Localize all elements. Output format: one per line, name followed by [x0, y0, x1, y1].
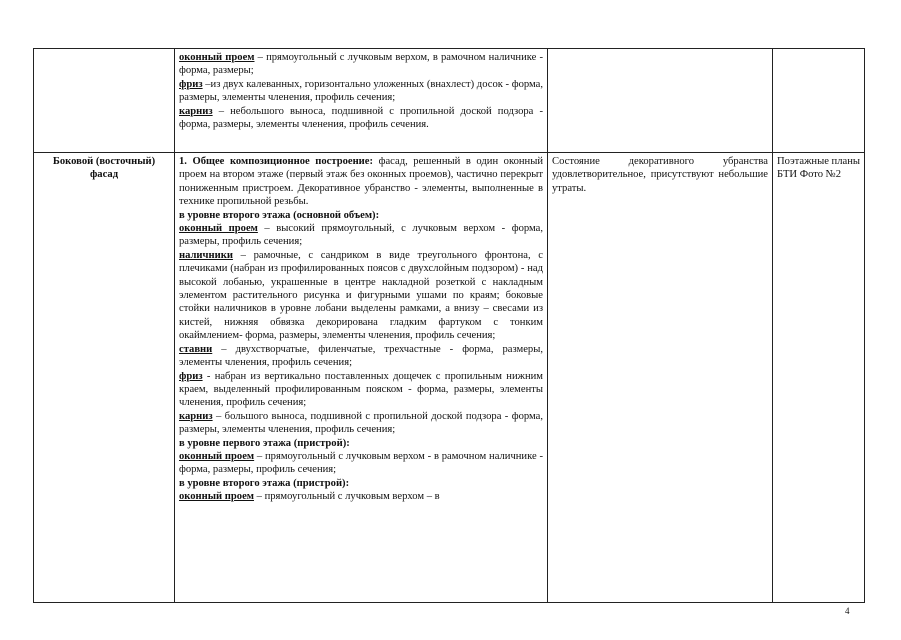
entry: карниз – небольшого выноса, подшивной с пропильной доской подзора - форма, размеры, элементы членения, профиль сечения. [179, 105, 543, 131]
row1-sources-cell [773, 49, 865, 153]
intro: 1. Общее композиционное построение: фасад, решенный в один оконный проем на втором этаже (первый этаж без оконных проемов), частично перекрыт пониженным пристроем. Декоративное убранство - элементы, выполненные в технике пропильной резьбы. [179, 156, 543, 208]
entry: оконный проем – прямоугольный с лучковым верхом – в [179, 491, 440, 503]
entry: фриз –из двух калеванных, горизонтально уложенных (внахлест) досок - форма, размеры, элементы членения, профиль сечения; [179, 78, 544, 104]
row1-facade-cell [34, 49, 175, 153]
facade-name-cell [34, 153, 175, 603]
facade-elements-table [33, 48, 865, 603]
entry: карниз – большого выноса, подшивной с пропильной доской подзора - форма, размеры, элементы членения, профиль сечения; [179, 410, 543, 436]
level-heading: в уровне второго этажа (основной объем): [179, 209, 380, 221]
condition-cell [548, 153, 773, 603]
row1-condition-cell [548, 49, 773, 153]
level-heading: в уровне первого этажа (пристрой): [179, 437, 350, 449]
page-number: 4 [845, 606, 850, 616]
row1-description-cell [175, 49, 548, 153]
table-row [34, 49, 865, 153]
entry: наличники – рамочные, с сандриком в виде треугольного фронтона, с плечиками (набран из профилированных поясов с двухслойным подзором) - над высокой лобанью, украшенные в центре накладной розеткой с накладным элементом растительного рисунка и фигурными ушами по краям; боковые стойки наличников в уровне лобани выделены рамками, а внизу – свесами из кистей, нижняя обвязка декорирована гладким фартуком с тонким окаймлением- форма, размеры, элементы членения, профиль сечения; [179, 249, 543, 342]
condition-text: Состояние декоративного убранства удовлетворительное, присутствуют небольшие утраты. [552, 156, 768, 194]
table-row [34, 153, 865, 603]
description-cell [175, 153, 548, 603]
facade-name: Боковой (восточный) фасад [52, 156, 156, 181]
sources-cell [773, 153, 865, 603]
level-heading: в уровне второго этажа (пристрой): [179, 477, 350, 489]
entry: фриз - набран из вертикально поставленных дощечек с пропильным нижним краем, выделенный профилированным пояском - форма, размеры, элементы членения, профиль сечения; [179, 370, 543, 409]
entry: оконный проем – прямоугольный с лучковым верхом - в рамочном наличнике - форма, размеры, профиль сечения; [179, 450, 543, 476]
entry: оконный проем – прямоугольный с лучковым верхом, в рамочном наличнике - форма, размеры; [179, 52, 543, 77]
entry: ставни – двухстворчатые, филенчатые, трехчастные - форма, размеры, элементы членения, профиль сечения; [179, 343, 543, 369]
entry: оконный проем – высокий прямоугольный, с лучковым верхом - форма, размеры, профиль сечения; [179, 223, 544, 248]
sources-text: Поэтажные планы БТИ Фото №2 [777, 156, 860, 181]
